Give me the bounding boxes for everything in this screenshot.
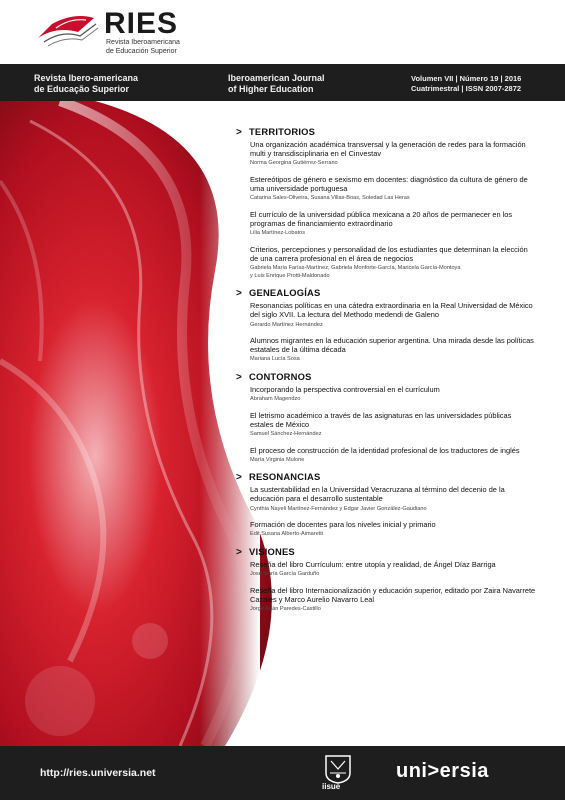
ries-logo [34, 8, 184, 60]
issue-info [411, 74, 521, 94]
article-title: El letrismo académico a través de las asignaturas en las universidades públicas estales de México [250, 410, 512, 429]
portuguese-title [34, 73, 138, 95]
author-line: Catarina Sales-Oliveira, Susana Villas-Boas, Soledad Las Heras [250, 195, 410, 202]
section-title: RESONANCIAS [249, 471, 321, 483]
iisue-label: iisue [322, 782, 341, 791]
section-heading [236, 546, 536, 559]
article-authors [250, 396, 536, 404]
article-title: Alumnos migrantes en la educación superior argentina. Una mirada desde las políticas estatales de la última década [250, 336, 534, 355]
section-title: GENEALOGÍAS [249, 287, 321, 299]
article-authors [250, 457, 536, 465]
article-entry [250, 520, 536, 539]
author-line: Samuel Sánchez-Hernández [250, 431, 322, 438]
chevron-right-icon: > [236, 371, 243, 383]
article-title: El currículo de la universidad pública mexicana a 20 años de permanecer en los programas de financiamiento extraordinario [250, 209, 513, 229]
article-entry [250, 175, 536, 203]
book-logo-icon [34, 8, 104, 60]
article-title: Una organización académica transversal y la generación de redes para la formación multi y transdisciplinaria en el Cinvestav [250, 140, 526, 159]
section-resonancias [236, 471, 536, 539]
band-line: Cuatrimestral | ISSN 2007-2872 [411, 84, 522, 93]
author-line: Mariana Lucía Sosa [250, 356, 300, 363]
article-authors [250, 606, 536, 614]
logo-title: RIES [104, 7, 179, 40]
article-entry [250, 411, 536, 439]
author-line: José María García Garduño [250, 571, 320, 578]
section-title: VISIONES [249, 545, 295, 557]
article-title: Formación de docentes para los niveles inicial y primario [250, 520, 436, 530]
section-territorios [236, 126, 536, 280]
chevron-right-icon: > [236, 546, 243, 558]
article-title: Incorporando la perspectiva controversial en el currículum [250, 384, 440, 394]
journal-url-link[interactable]: http://ries.universia.net [40, 767, 156, 779]
chevron-right-icon: > [236, 288, 243, 300]
article-entry [250, 385, 536, 404]
section-heading [236, 371, 536, 384]
logo-subtitle-line: de Educación Superior [106, 47, 177, 55]
article-title: Estereótipos de género e sexismo em docentes: diagnóstico da cultura de género de uma universidade portuguesa [250, 174, 528, 194]
author-line: y Luis Enrique Protti-Maldonado [250, 272, 330, 279]
band-line: de Educação Superior [34, 84, 130, 94]
article-entry [250, 210, 536, 238]
article-authors [250, 265, 536, 280]
article-entry [250, 446, 536, 465]
author-line: María Virginia Mulone [250, 456, 305, 463]
section-genealogias [236, 287, 536, 364]
article-authors [250, 230, 536, 238]
author-line: Edit Susana Alberto-Aimaretti [250, 531, 324, 538]
title-band [0, 64, 565, 101]
article-entry [250, 586, 536, 614]
article-title: La sustentabilidad en la Universidad Veracruzana al término del decenio de la educación para el desarrollo sustentable [250, 485, 505, 504]
article-authors [250, 195, 536, 203]
band-line: of Higher Education [228, 84, 314, 94]
table-of-contents [236, 126, 536, 620]
article-entry [250, 301, 536, 329]
article-title: Resonancias políticas en una cátedra extraordinaria en la Real Universidad de México del siglo XVII. La lectura del Methodo medendi de Galeno [250, 301, 533, 320]
article-entry [250, 485, 536, 513]
article-title: Reseña del libro Currículum: entre utopía y realidad, de Ángel Díaz Barriga [250, 559, 496, 569]
section-title: CONTORNOS [249, 370, 312, 382]
chevron-right-icon: > [236, 472, 243, 484]
footer-bar [0, 746, 565, 800]
article-title: El proceso de construcción de la identidad profesional de los traductores de inglés [250, 445, 520, 455]
article-entry [250, 336, 536, 364]
top-header [0, 0, 565, 64]
section-heading [236, 471, 536, 484]
band-line: Revista Ibero-americana [34, 73, 139, 83]
band-line: Iberoamerican Journal [228, 73, 325, 83]
article-title: Criterios, percepciones y personalidad de los estudiantes que determinan la elección de una carrera profesional en el área de negocios [250, 244, 528, 263]
english-title [228, 73, 325, 95]
author-line: Jorge Adán Paredes-Castillo [250, 605, 321, 612]
article-authors [250, 431, 536, 439]
author-line: Abraham Magendzo [250, 396, 301, 403]
section-visiones [236, 546, 536, 614]
author-line: Gerardo Martínez Hernández [250, 321, 323, 328]
article-entry [250, 560, 536, 579]
article-authors [250, 356, 536, 364]
logo-subtitle-line: Revista Iberoamericana [106, 39, 180, 46]
band-line: Volumen VII | Número 19 | 2016 [411, 74, 522, 83]
author-line: Lilia Martínez-Lobatos [250, 230, 306, 237]
article-title: Reseña del libro Internacionalización y educación superior, editado por Zaira Navarrete Cazales y Marco Aurelio Navarro Leal [250, 585, 536, 604]
universia-logo: uni>ersia [396, 760, 489, 782]
author-line: Norma Georgina Gutiérrez-Serrano [250, 160, 338, 167]
chevron-right-icon: > [236, 127, 243, 138]
author-line: Cynthia Nayeli Martínez-Fernández y Edgar Javier González-Gaudiano [250, 505, 427, 512]
section-title: TERRITORIOS [249, 126, 316, 137]
article-entry [250, 245, 536, 280]
section-heading [236, 126, 536, 139]
section-contornos [236, 371, 536, 464]
article-authors [250, 506, 536, 514]
article-authors [250, 322, 536, 330]
article-authors [250, 160, 536, 168]
logo-subtitle [106, 39, 216, 56]
section-heading [236, 287, 536, 300]
author-line: Gabriela María Farías-Martínez, Gabriela Monforte-García, Maricela García-Montoya [250, 265, 461, 272]
article-entry [250, 140, 536, 168]
article-authors [250, 571, 536, 579]
article-authors [250, 531, 536, 539]
